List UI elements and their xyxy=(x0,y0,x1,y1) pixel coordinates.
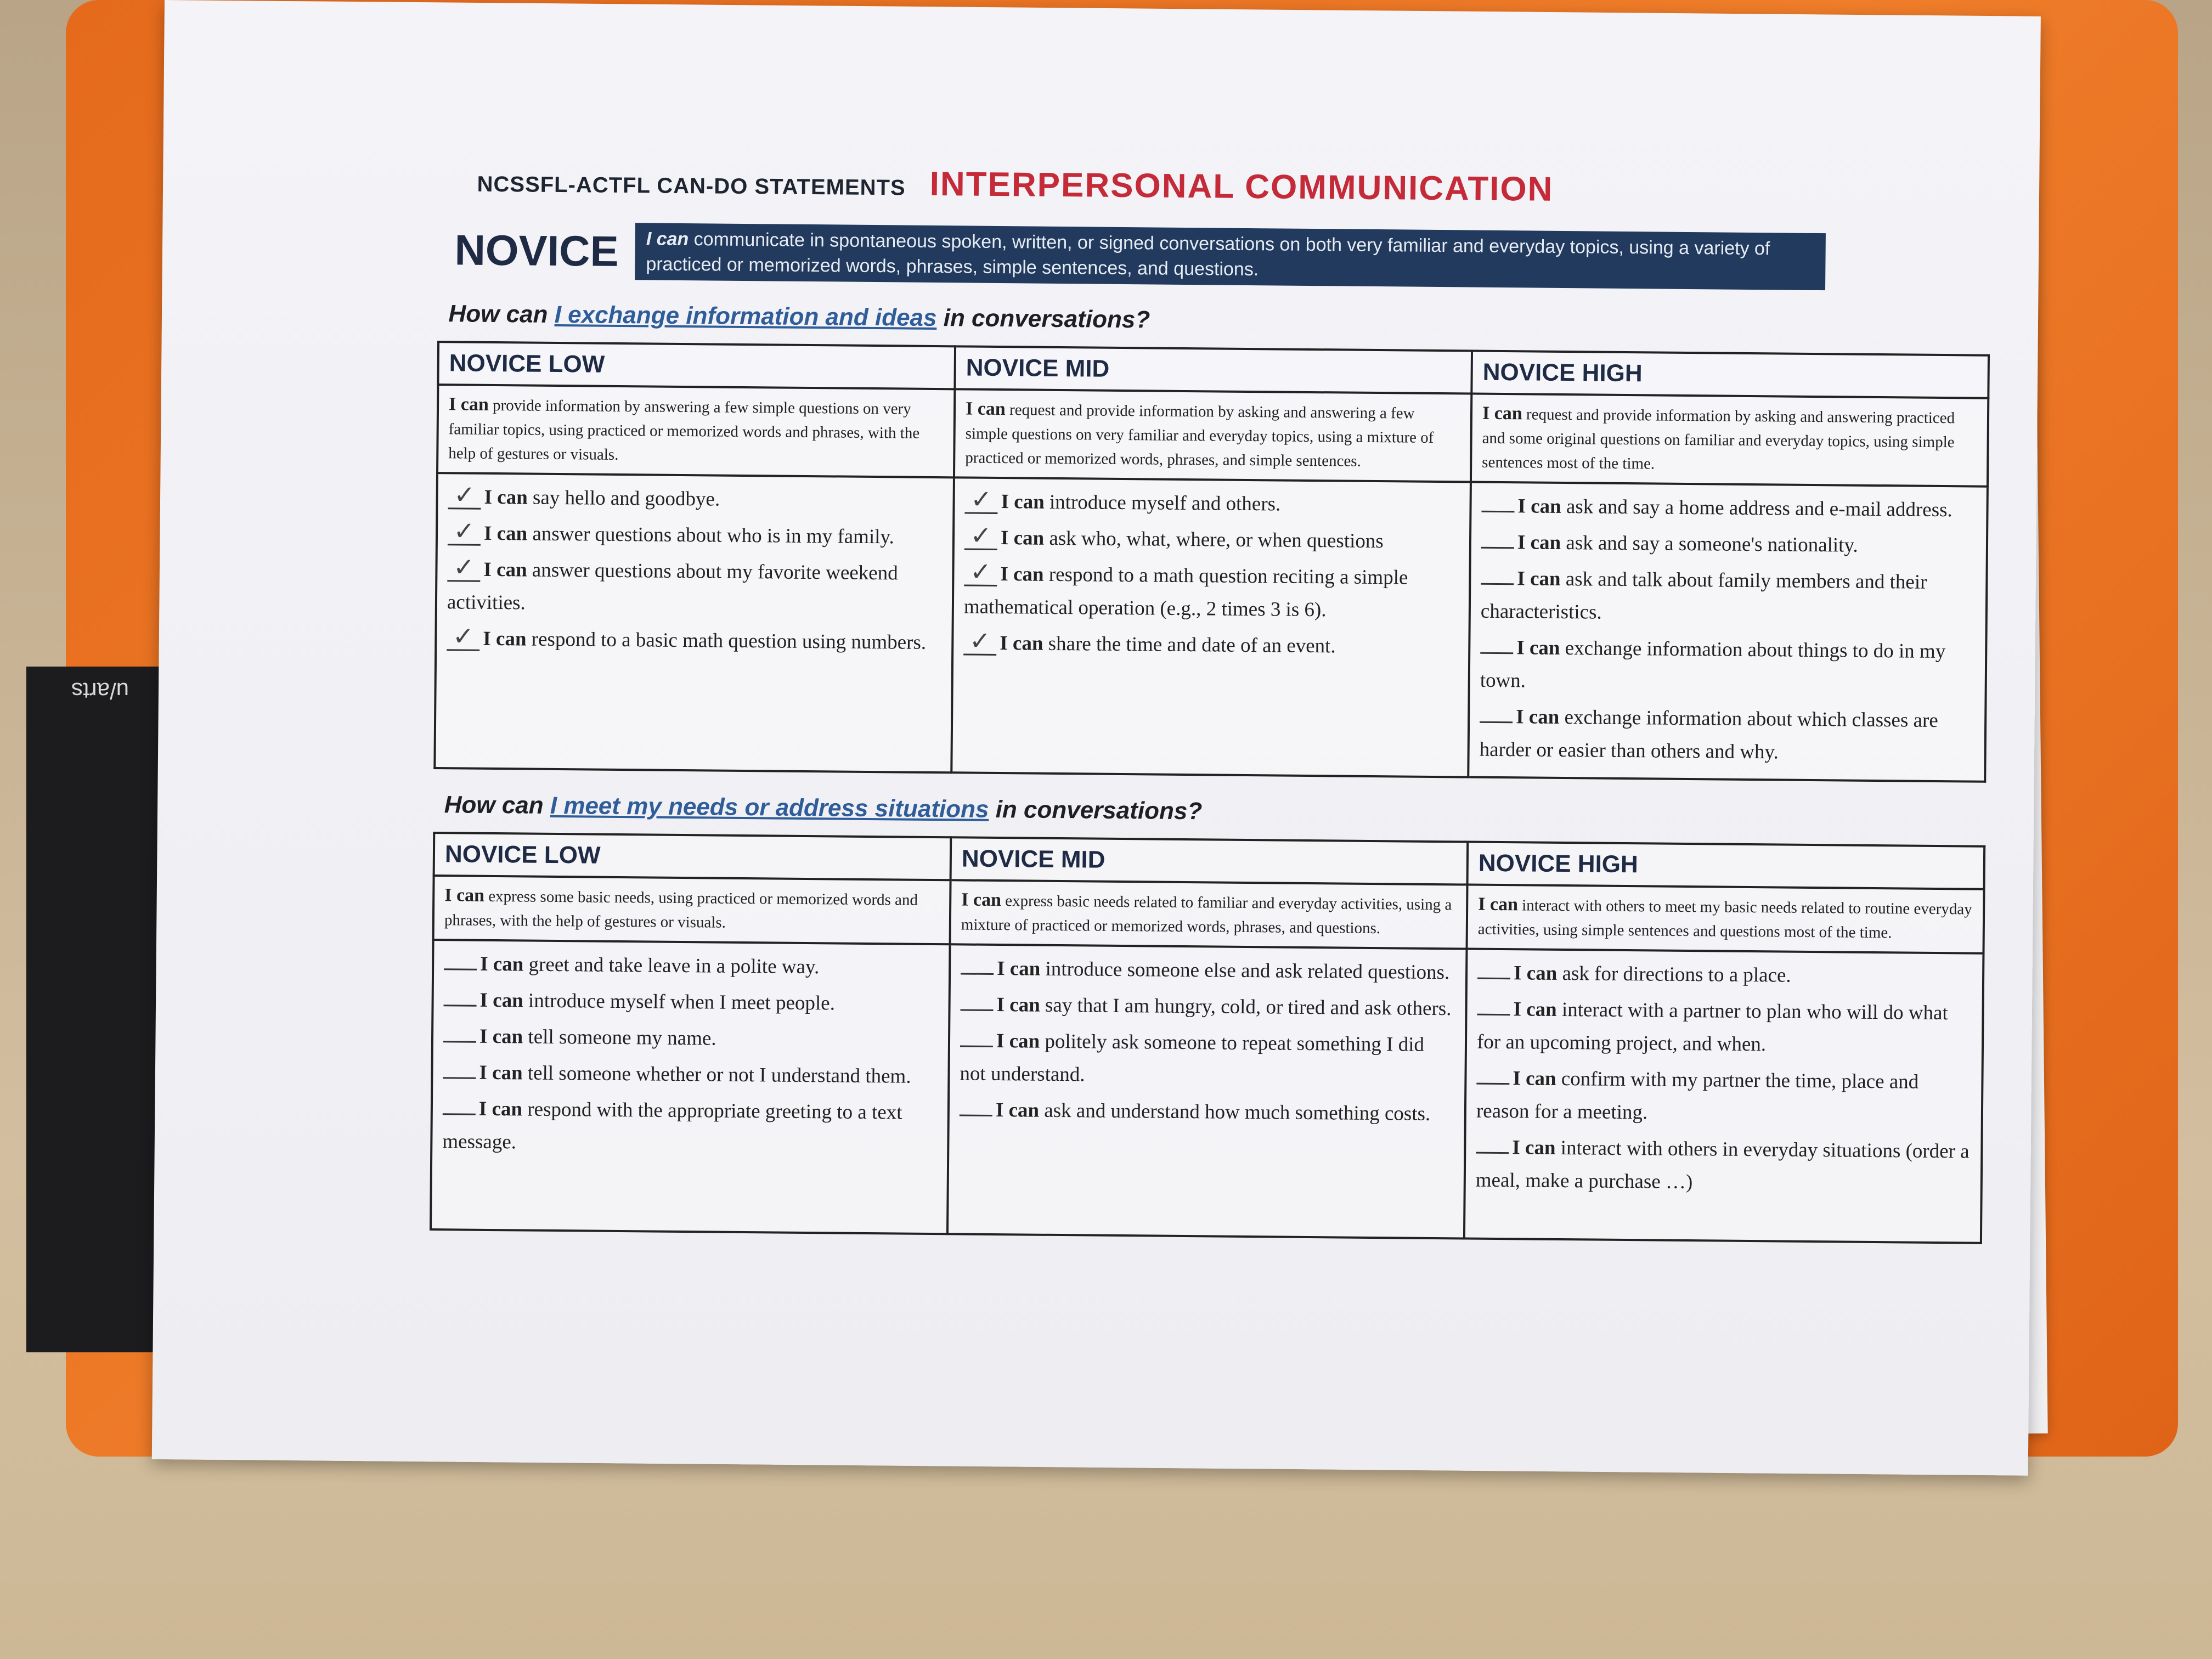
can-do-item: I can interact with a partner to plan who will do what for an upcoming project, and when. xyxy=(1476,998,1948,1056)
folder-label: u/arts xyxy=(71,678,129,704)
column-description: I can express basic needs related to familiar and everyday activities, using a mixture of practiced or memorized words, phrases, and questions. xyxy=(950,880,1468,949)
checkbox-blank[interactable] xyxy=(960,1009,993,1011)
section1-question-link: I exchange information and ideas xyxy=(554,301,937,332)
checkbox-checked[interactable] xyxy=(964,524,997,550)
can-do-item: I can greet and take leave in a polite way. xyxy=(444,947,939,985)
can-do-item: I can respond with the appropriate greeting to a text message. xyxy=(442,1097,902,1154)
can-do-item: I can politely ask someone to repeat something I did not understand. xyxy=(960,1030,1425,1086)
level-banner xyxy=(454,221,2051,292)
can-do-item: I can ask and say a someone's nationality. xyxy=(1481,526,1976,563)
checkbox-blank[interactable] xyxy=(1481,511,1514,513)
can-do-item: ✓I can respond to a basic math question using numbers. xyxy=(447,622,941,659)
column-items xyxy=(1464,949,1984,1243)
checkbox-blank[interactable] xyxy=(1480,652,1513,654)
level-name: NOVICE xyxy=(454,225,619,275)
section1-table xyxy=(433,341,1990,783)
checkbox-blank[interactable] xyxy=(444,1005,477,1007)
can-do-item: I can ask and say a home address and e-mail address. xyxy=(1481,490,1976,527)
checkbox-checked[interactable] xyxy=(964,488,997,514)
checkbox-blank[interactable] xyxy=(444,968,477,970)
can-do-item: I can confirm with my partner the time, place and reason for a meeting. xyxy=(1476,1067,1919,1124)
can-do-item: ✓I can introduce myself and others. xyxy=(964,485,1459,522)
checkbox-blank[interactable] xyxy=(1476,1152,1509,1154)
can-do-item: ✓I can say hello and goodbye. xyxy=(448,481,943,518)
column-head: NOVICE MID xyxy=(951,837,1468,884)
can-do-item: I can introduce myself when I meet people. xyxy=(443,984,938,1021)
checkbox-blank[interactable] xyxy=(443,1041,476,1043)
checkbox-blank[interactable] xyxy=(1477,1014,1510,1016)
column-description: I can interact with others to meet my basic needs related to routine everyday activities, using simple sentences and questions most of the time. xyxy=(1467,885,1984,953)
can-do-item: I can exchange information about things to do in my town. xyxy=(1480,636,1946,692)
can-do-item: ✓I can answer questions about my favorite weekend activities. xyxy=(447,553,943,623)
checkbox-blank[interactable] xyxy=(1477,978,1510,980)
checkbox-checked[interactable] xyxy=(447,556,480,582)
can-do-item: I can ask and understand how much something costs. xyxy=(960,1093,1454,1131)
checkbox-blank[interactable] xyxy=(1476,1083,1509,1085)
checkbox-blank[interactable] xyxy=(1481,583,1514,585)
can-do-item: ✓I can respond to a math question reciting a simple mathematical operation (e.g., 2 times 3 is 6). xyxy=(964,557,1459,628)
checkbox-blank[interactable] xyxy=(961,973,994,975)
can-do-item: ✓I can ask who, what, where, or when questions xyxy=(964,521,1459,558)
column-items xyxy=(435,473,954,772)
can-do-item: I can ask and talk about family members and their characteristics. xyxy=(1480,567,1927,624)
section2-table xyxy=(430,832,1985,1244)
checkbox-blank[interactable] xyxy=(1481,547,1514,549)
column-description: I can request and provide information by asking and answering a few simple questions on very familiar and everyday topics, using a mixture of practiced or memorized words, phrases, and simple sentences. xyxy=(954,389,1471,482)
section1-question: How can I exchange information and ideas in conversations? xyxy=(448,300,1150,334)
column-items xyxy=(431,940,950,1234)
checkbox-checked[interactable] xyxy=(448,483,481,510)
can-do-item: I can ask for directions to a place. xyxy=(1477,957,1972,994)
section2-question-link: I meet my needs or address situations xyxy=(550,792,989,823)
column-items xyxy=(1468,482,1988,782)
can-do-item: ✓I can answer questions about who is in my family. xyxy=(448,517,943,554)
level-description: I can communicate in spontaneous spoken, written, or signed conversations on both very familiar and everyday topics, using a variety of practiced or memorized words, phrases, simple sentences, and questions. xyxy=(635,223,1826,290)
can-do-item: I can interact with others in everyday situations (order a meal, make a purchase …) xyxy=(1475,1136,1970,1194)
column-description: I can provide information by answering a few simple questions on very familiar topics, using practiced or memorized words and phrases, with the help of gestures or visuals. xyxy=(437,385,955,477)
checkbox-blank[interactable] xyxy=(960,1114,992,1116)
checkbox-blank[interactable] xyxy=(1480,721,1513,724)
brand-title: NCSSFL-ACTFL CAN-DO STATEMENTS xyxy=(477,172,906,200)
can-do-item: I can say that I am hungry, cold, or tired and ask others. xyxy=(960,988,1455,1025)
column-head: NOVICE MID xyxy=(955,346,1472,393)
worksheet-content xyxy=(298,159,2052,1245)
checkbox-checked[interactable] xyxy=(448,520,481,546)
checkbox-checked[interactable] xyxy=(963,629,996,656)
column-head: NOVICE LOW xyxy=(434,833,951,880)
checkbox-blank[interactable] xyxy=(443,1077,476,1079)
checkbox-checked[interactable] xyxy=(964,560,997,586)
can-do-item: I can exchange information about which classes are harder or easier than others and why. xyxy=(1479,706,1938,764)
can-do-item: I can tell someone my name. xyxy=(443,1020,938,1057)
column-items xyxy=(951,477,1471,777)
column-head: NOVICE HIGH xyxy=(1468,842,1985,889)
topic-title: INTERPERSONAL COMMUNICATION xyxy=(929,165,1554,208)
can-do-item: I can tell someone whether or not I understand them. xyxy=(443,1056,938,1093)
column-items xyxy=(947,944,1467,1238)
checkbox-blank[interactable] xyxy=(443,1113,476,1115)
section2-question: How can I meet my needs or address situations in conversations? xyxy=(444,791,1203,825)
column-description: I can express some basic needs, using practiced or memorized words and phrases, with the help of gestures or visuals. xyxy=(433,876,951,944)
column-head: NOVICE HIGH xyxy=(1471,351,1989,398)
checkbox-checked[interactable] xyxy=(447,625,479,651)
can-do-item: I can introduce someone else and ask related questions. xyxy=(961,952,1455,989)
column-head: NOVICE LOW xyxy=(438,342,955,389)
column-description: I can request and provide information by asking and answering practiced and some original questions on familiar and everyday topics, using simple sentences most of the time. xyxy=(1471,394,1988,487)
checkbox-blank[interactable] xyxy=(960,1045,993,1047)
can-do-item: ✓I can share the time and date of an event. xyxy=(963,627,1458,664)
